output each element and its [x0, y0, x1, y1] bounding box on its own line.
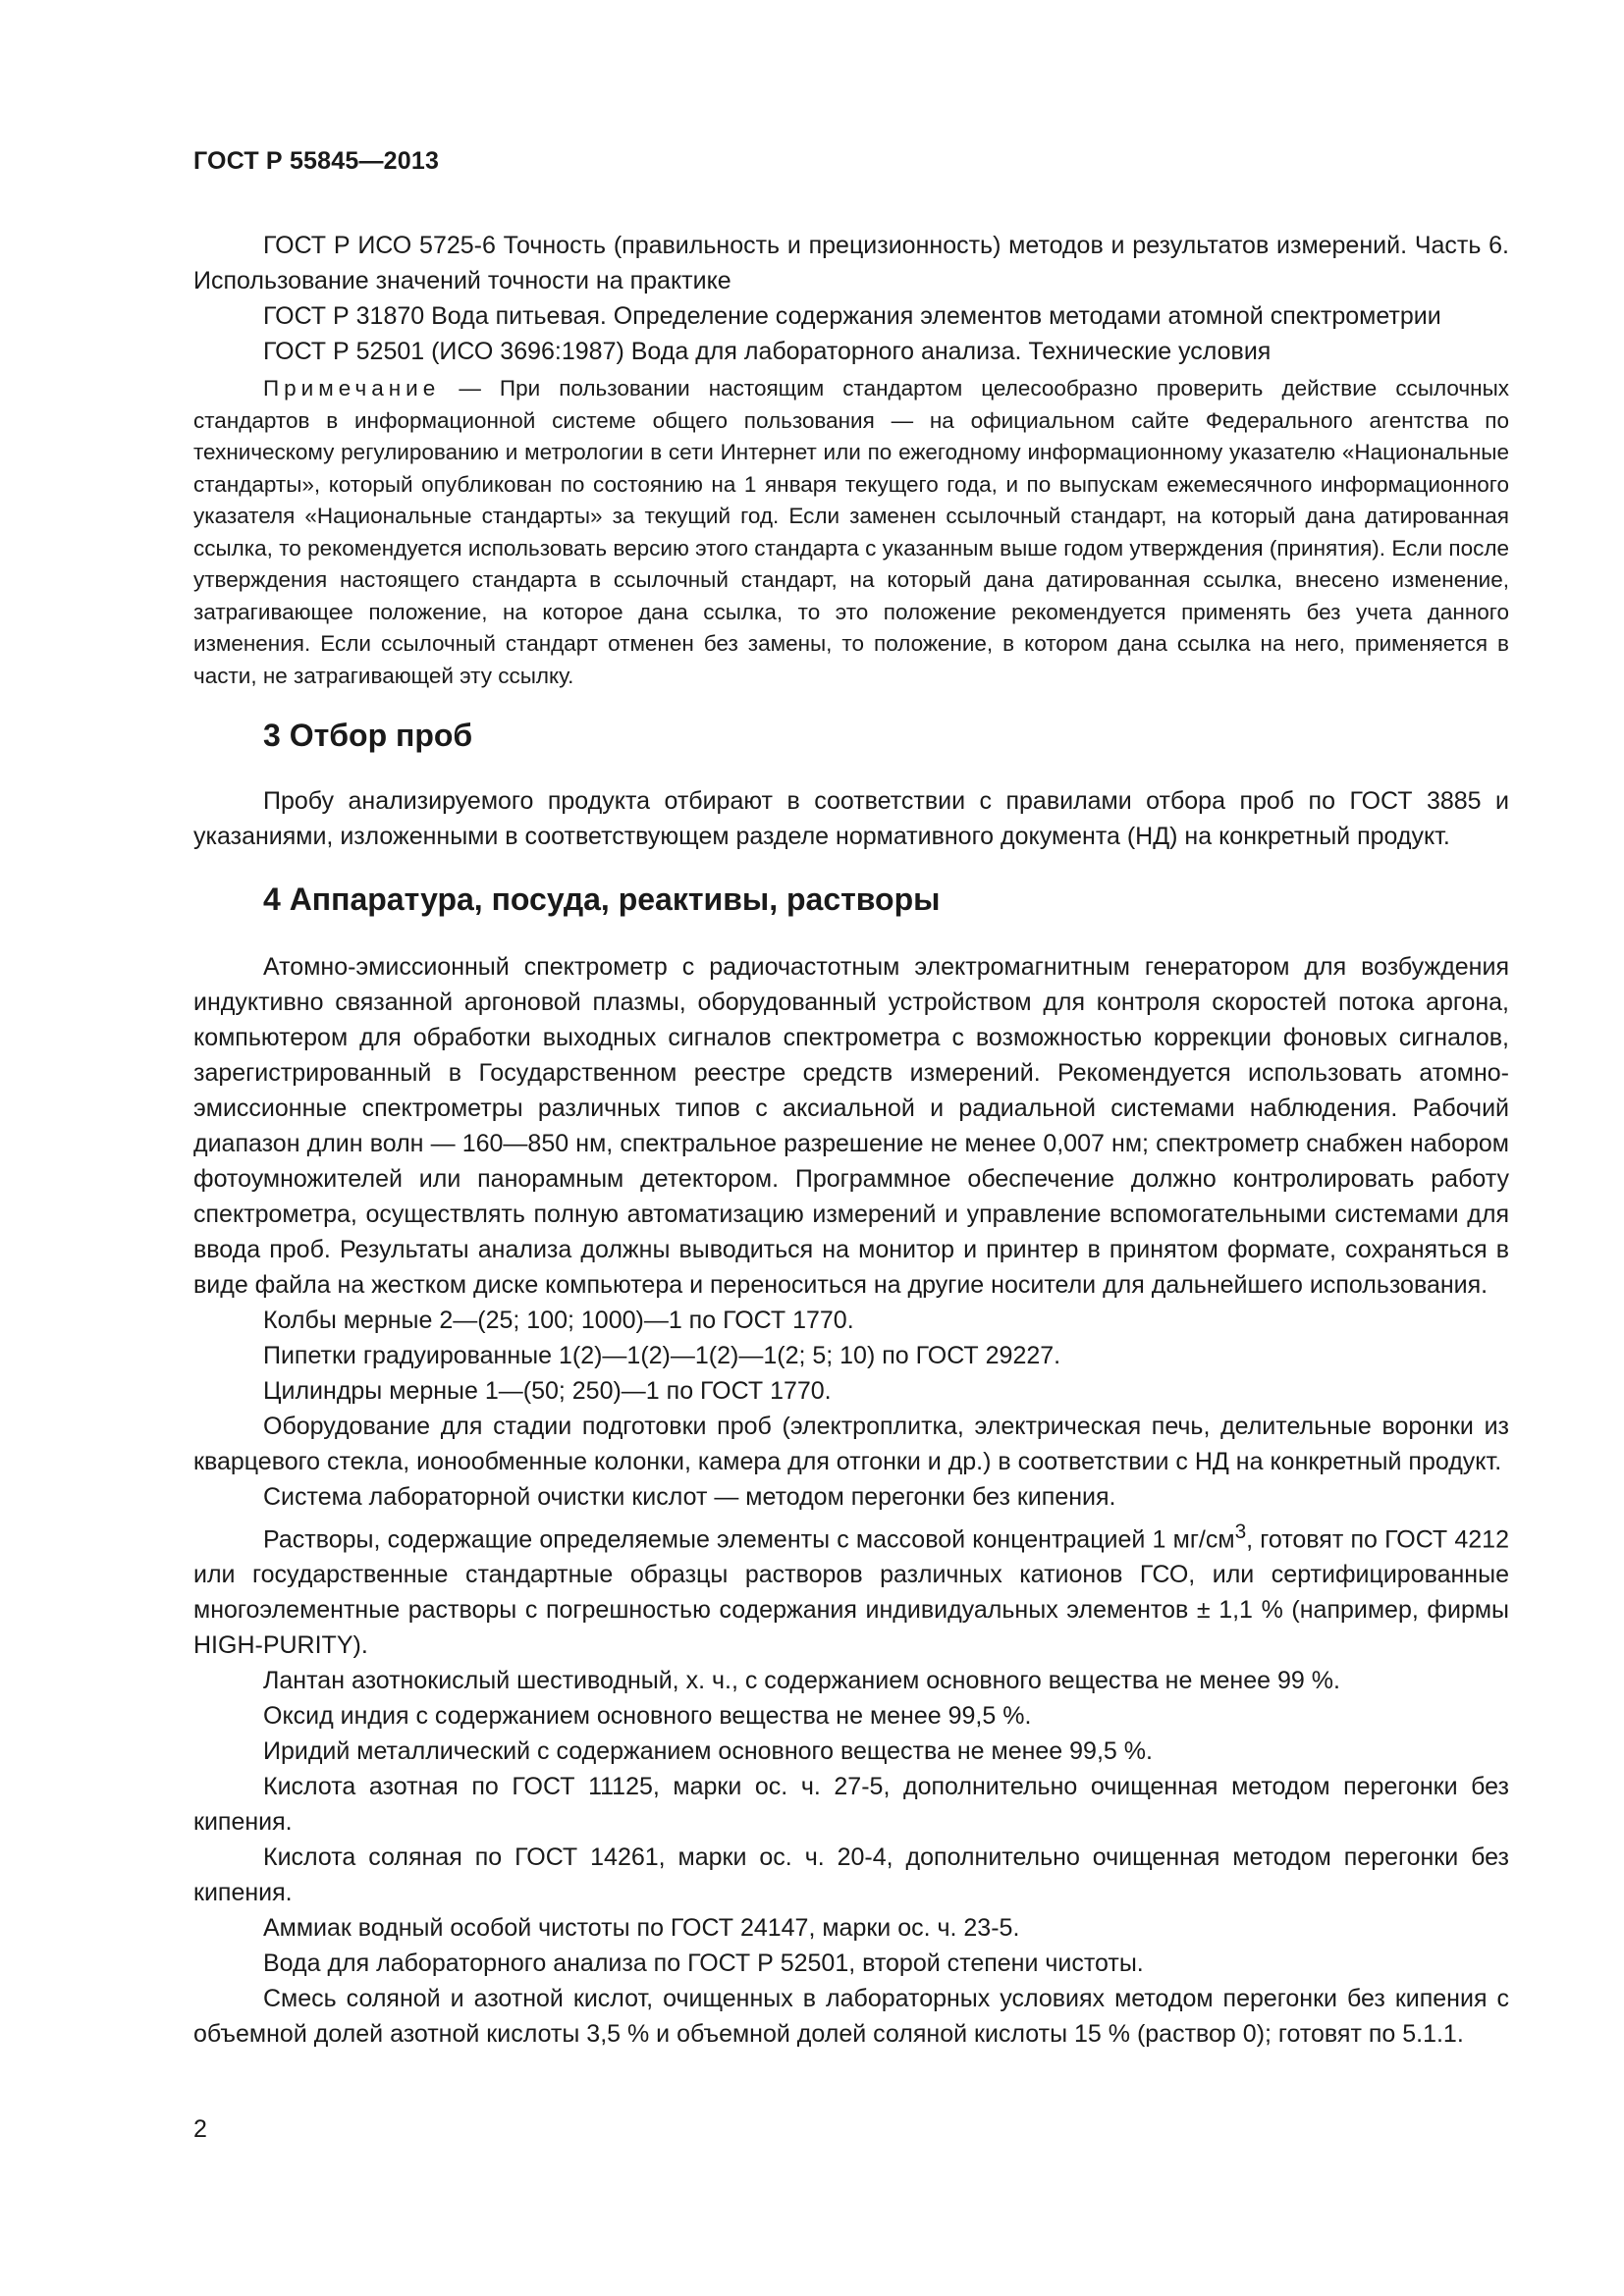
section-4-paragraph: Цилиндры мерные 1—(50; 250)—1 по ГОСТ 1770. [263, 1377, 832, 1405]
section-4-paragraph: Кислота азотная по ГОСТ 11125, марки ос. ч. 27-5, дополнительно очищенная методом перегонки без кипения. [193, 1773, 1509, 1837]
note-paragraph [193, 373, 1509, 692]
reference-item: ГОСТ Р ИСО 5725-6 Точность (правильность и прецизионность) методов и результатов измерений. Часть 6. Использование значений точности на практике [193, 232, 1509, 294]
section-4-paragraph: Иридий металлический с содержанием основного вещества не менее 99,5 %. [263, 1737, 1153, 1766]
superscript: 3 [1234, 1521, 1247, 1543]
reference-item: ГОСТ Р 31870 Вода питьевая. Определение содержания элементов методами атомной спектрометрии [263, 302, 1441, 330]
section-3-heading: 3 Отбор проб [263, 718, 473, 753]
document-page [193, 147, 1509, 2052]
solutions-text-start: Растворы, содержащие определяемые элементы с массовой концентрацией 1 мг/см [263, 1525, 1235, 1554]
section-4-paragraph: Аммиак водный особой чистоты по ГОСТ 24147, марки ос. ч. 23-5. [263, 1914, 1020, 1943]
document-header: ГОСТ Р 55845—2013 [193, 147, 440, 175]
reference-item: ГОСТ Р 52501 (ИСО 3696:1987) Вода для лабораторного анализа. Технические условия [263, 338, 1272, 365]
section-4-paragraph: Лантан азотнокислый шестиводный, х. ч., с содержанием основного вещества не менее 99 %. [263, 1667, 1340, 1695]
solutions-text-end: , готовят по ГОСТ 4212 или государственные стандартные образцы растворов различных катионов ГСО, или сертифицированные многоэлементные растворы с погрешностью содержания индивидуальных элементов ± 1,1 % (например, фирмы HIGH-PURITY). [193, 1525, 1509, 1660]
section-3-paragraph: Пробу анализируемого продукта отбирают в соответствии с правилами отбора проб по ГОСТ 3885 и указаниями, изложенными в соответствующем разделе нормативного документа (НД) на конкретный продукт. [193, 787, 1509, 850]
section-4-paragraph: Система лабораторной очистки кислот — методом перегонки без кипения. [263, 1483, 1116, 1511]
section-4-paragraph: Смесь соляной и азотной кислот, очищенных в лабораторных условиях методом перегонки без кипения с объемной долей азотной кислоты 3,5 % и объемной долей соляной кислоты 15 % (раствор 0); готовят по 5.1.1. [193, 1985, 1509, 2049]
section-4-paragraph: Колбы мерные 2—(25; 100; 1000)—1 по ГОСТ 1770. [263, 1307, 854, 1334]
section-4-paragraph: Вода для лабораторного анализа по ГОСТ Р 52501, второй степени чистоты. [263, 1949, 1144, 1978]
section-4-paragraph: Пипетки градуированные 1(2)—1(2)—1(2)—1(2; 5; 10) по ГОСТ 29227. [263, 1342, 1061, 1369]
section-4-paragraph: Атомно-эмиссионный спектрометр с радиочастотным электромагнитным генератором для возбуждения индуктивно связанной аргоновой плазмы, оборудованный устройством для контроля скоростей потока аргона, компьютером для обработки выходных сигналов спектрометра с возможностью коррекции фоновых сигналов, зарегистрированный в Государственном реестре средств измерений. Рекомендуется использовать атомно-эмиссионные спектрометры различных типов с аксиальной и радиальной системами наблюдения. Рабочий диапазон длин волн — 160—850 нм, спектральное разрешение не менее 0,007 нм; спектрометр снабжен набором фотоумножителей или панорамным детектором. Программное обеспечение должно контролировать работу спектрометра, осуществлять полную автоматизацию измерений и управление вспомогательными системами для ввода проб. Результаты анализа должны выводиться на монитор и принтер в принятом формате, сохраняться в виде файла на жестком диске компьютера и переноситься на другие носители для дальнейшего использования. [193, 953, 1509, 1299]
page-number: 2 [193, 2115, 207, 2143]
note-text: — При пользовании настоящим стандартом целесообразно проверить действие ссылочных стандартов в информационной системе общего пользования — на официальном сайте Федерального агентства по техническому регулированию и метрологии в сети Интернет или по ежегодному информационному указателю «Национальные стандарты», который опубликован по состоянию на 1 января текущего года, и по выпускам ежемесячного информационного указателя «Национальные стандарты» за текущий год. Если заменен ссылочный стандарт, на который дана датированная ссылка, то рекомендуется использовать версию этого стандарта с указанным выше годом утверждения (принятия). Если после утверждения настоящего стандарта в ссылочный стандарт, на который дана датированная ссылка, внесено изменение, затрагивающее положение, на которое дана ссылка, то это положение рекомендуется применять без учета данного изменения. Если ссылочный стандарт отменен без замены, то положение, в котором дана ссылка на него, применяется в части, не затрагивающей эту ссылку. [193, 376, 1509, 688]
section-4-paragraph: Оборудование для стадии подготовки проб (электроплитка, электрическая печь, делительные воронки из кварцевого стекла, ионообменные колонки, камера для отгонки и др.) в соответствии с НД на конкретный продукт. [193, 1413, 1509, 1475]
note-label: Примечание [263, 376, 441, 400]
section-4-paragraph [193, 1515, 1509, 1663]
section-4-paragraph: Оксид индия с содержанием основного вещества не менее 99,5 %. [263, 1702, 1032, 1731]
section-4-heading: 4 Аппаратура, посуда, реактивы, растворы [263, 881, 941, 917]
section-4-paragraph: Кислота соляная по ГОСТ 14261, марки ос. ч. 20-4, дополнительно очищенная методом перегонки без кипения. [193, 1843, 1509, 1907]
